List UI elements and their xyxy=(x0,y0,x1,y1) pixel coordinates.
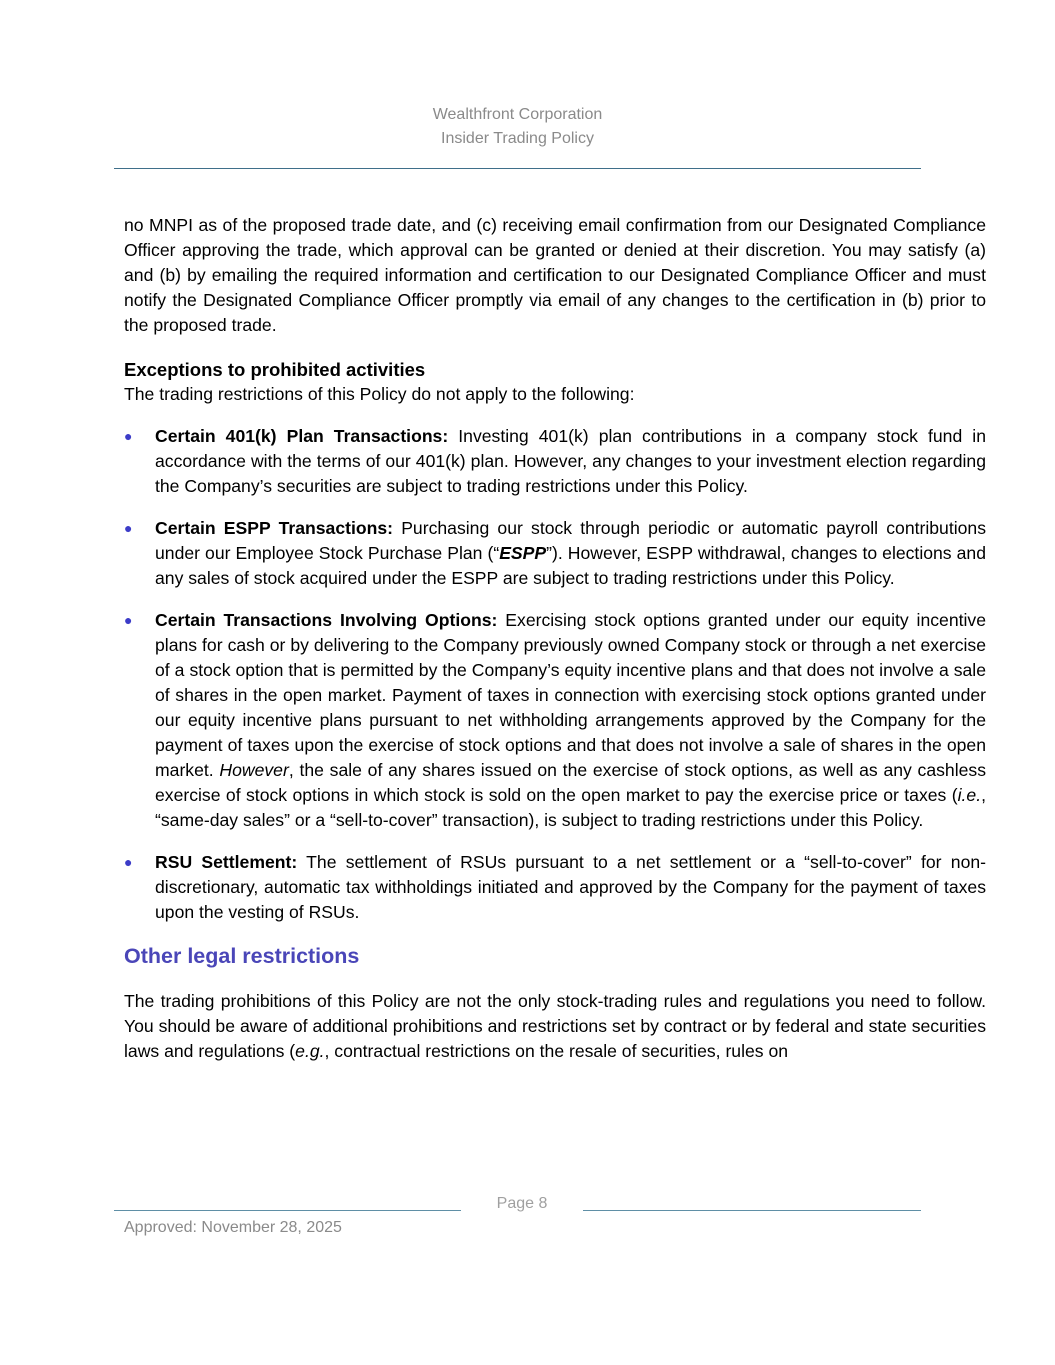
defined-term-espp: ESPP xyxy=(499,543,547,563)
paragraph-text: , contractual restrictions on the resale of securities, rules on xyxy=(324,1041,789,1061)
list-item-text: Investing 401(k) plan contributions in a company stock fund in accordance with the terms of our 401(k) plan. However, any changes to your investment election regarding the Company’s securities are subject to trading restrictions under this Policy. xyxy=(155,426,987,496)
list-item-rsu xyxy=(124,850,986,925)
list-item-text: Exercising stock options granted under our equity incentive plans for cash or by delivering to the Company previously owned Company stock or through a net exercise of a stock option that is permitted by the Company’s equity incentive plans and that does not involve a sale of shares in the open market. Payment of taxes in connection with exercising stock options granted under our equity incentive plans pursuant to net withholding arrangements approved by the Company for the payment of taxes upon the exercise of stock options and that does not involve a sale of shares in the open market. xyxy=(155,610,987,780)
header-document-title: Insider Trading Policy xyxy=(441,130,594,147)
bullet-icon: ● xyxy=(124,854,133,870)
list-item-text: , the sale of any shares issued on the exercise of stock options, as well as any cashless exercise of stock options in which stock is sold on the open market to pay the exercise price or taxes ( xyxy=(155,760,987,805)
list-item-text: ”). However, ESPP withdrawal, changes to elections and any sales of stock acquired under the ESPP are subject to trading restrictions under this Policy. xyxy=(155,543,986,588)
abbrev-ie: i.e. xyxy=(957,785,982,805)
footer-divider-right xyxy=(583,1210,921,1211)
continuation-paragraph: no MNPI as of the proposed trade date, and (c) receiving email confirmation from our Designated Compliance Officer approving the trade, which approval can be granted or denied at their discretion. You may satisfy (a) and (b) by emailing the required information and certification to our Designated Compliance Officer and must notify the Designated Compliance Officer promptly via email of any changes to the certification in (b) prior to the proposed trade. xyxy=(124,215,986,335)
list-item-title: RSU Settlement: xyxy=(155,852,298,872)
other-legal-restrictions-heading: Other legal restrictions xyxy=(124,944,360,968)
page-content xyxy=(124,213,986,1064)
abbrev-eg: e.g. xyxy=(295,1041,325,1061)
list-item-title: Certain ESPP Transactions: xyxy=(155,518,394,538)
exceptions-intro: The trading restrictions of this Policy do not apply to the following: xyxy=(124,384,635,404)
list-item-401k xyxy=(124,424,986,499)
bullet-icon: ● xyxy=(124,428,133,444)
other-legal-paragraph xyxy=(124,989,986,1064)
list-item-title: Certain Transactions Involving Options: xyxy=(155,610,498,630)
paragraph-text: The trading prohibitions of this Policy are not the only stock-trading rules and regulations you need to follow. You should be aware of additional prohibitions and restrictions set by contract or by federal and state securities laws and regulations ( xyxy=(124,991,986,1061)
header-divider xyxy=(114,168,921,169)
footer-divider-left xyxy=(114,1210,461,1211)
list-item-text: The settlement of RSUs pursuant to a net settlement or a “sell-to-cover” for non-discretionary, automatic tax withholdings initiated and approved by the Company for the payment of taxes upon the vesting of RSUs. xyxy=(155,852,986,922)
list-item-text: , “same-day sales” or a “sell-to-cover” transaction), is subject to trading restrictions under this Policy. xyxy=(155,785,986,830)
bullet-icon: ● xyxy=(124,520,133,536)
list-item-title: Certain 401(k) Plan Transactions: xyxy=(155,426,449,446)
bullet-icon: ● xyxy=(124,612,133,628)
page-number: Page 8 xyxy=(496,1195,548,1212)
emphasis-however: However xyxy=(219,760,289,780)
header-company: Wealthfront Corporation xyxy=(432,106,603,123)
exceptions-heading: Exceptions to prohibited activities xyxy=(124,359,426,380)
page-header xyxy=(114,103,921,151)
approval-date: Approved: November 28, 2025 xyxy=(124,1219,342,1236)
list-item-options xyxy=(124,608,986,833)
list-item-text: Purchasing our stock through periodic or automatic payroll contributions under our Employee Stock Purchase Plan (“ xyxy=(155,518,986,563)
exceptions-list xyxy=(124,424,986,925)
list-item-espp xyxy=(124,516,986,591)
